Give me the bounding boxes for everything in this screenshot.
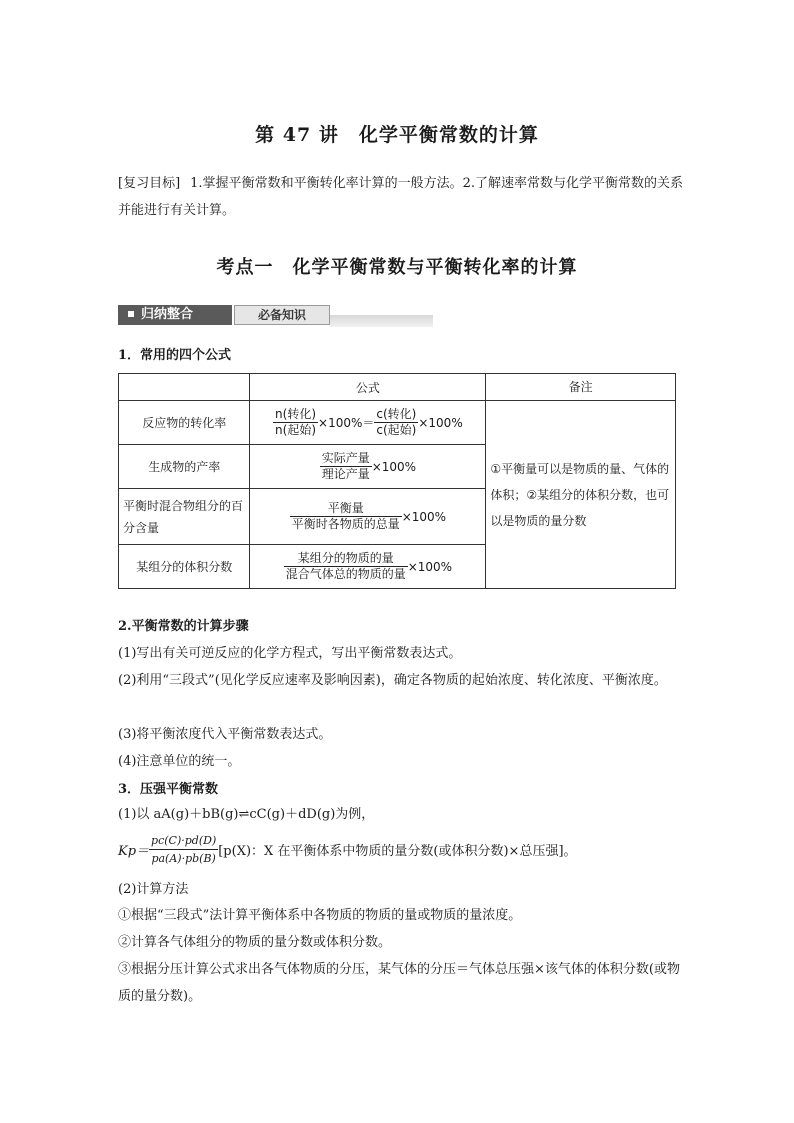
banner-sub: 必备知识 [234, 305, 330, 325]
s2-step-2: (2)利用“三段式”(见化学反应速率及影响因素)，确定各物质的起始浓度、转化浓度、平衡浓度。 [118, 673, 667, 688]
s1-heading: 1．常用的四个公式 [118, 348, 232, 363]
square-icon [128, 311, 134, 317]
review-goals [118, 170, 683, 224]
formula-op: ×100% [401, 509, 447, 524]
formula-op: ×100%＝ [318, 416, 375, 430]
kp-fraction [149, 832, 218, 867]
kp-label: Kp＝ [118, 844, 150, 859]
fraction-den: 平衡时各物质的总量 [291, 517, 400, 531]
kp-note: [p(X)：X 在平衡体系中物质的量分数(或体积分数)×总压强]。 [218, 844, 577, 859]
fraction-den: 混合气体总的物质的量 [285, 567, 406, 581]
fraction-den: n(起始) [275, 423, 317, 437]
s3-method-2: ②计算各气体组分的物质的量分数或体积分数。 [118, 935, 392, 950]
fraction-num: 实际产量 [321, 451, 370, 465]
section-title: 考点一 化学平衡常数与平衡转化率的计算 [216, 257, 578, 278]
fraction-den: c(起始) [376, 423, 417, 437]
review-tag: [复习目标] [118, 176, 181, 191]
s3-method-heading: (2)计算方法 [118, 882, 189, 897]
fraction-num: n(转化) [275, 407, 317, 421]
row-formula [250, 545, 486, 589]
fraction [320, 451, 372, 482]
header-empty [119, 374, 250, 401]
banner-main [118, 305, 232, 325]
fraction-num: c(转化) [376, 407, 417, 421]
kp-num: pc(C)·pd(D) [149, 832, 218, 850]
s2-step-3: (3)将平衡浓度代入平衡常数表达式。 [118, 727, 332, 742]
s3-heading: 3．压强平衡常数 [118, 782, 219, 797]
row-name: 平衡时混合物组分的百分含量 [119, 489, 250, 545]
header-note: 备注 [486, 374, 676, 401]
row-name: 反应物的转化率 [119, 401, 250, 445]
fraction [273, 407, 318, 438]
row-name: 某组分的体积分数 [119, 545, 250, 589]
s2-heading: 2.平衡常数的计算步骤 [118, 619, 249, 634]
s3-example: (1)以 aA(g)＋bB(g)⇌cC(g)＋dD(g)为例， [118, 807, 375, 822]
fraction [374, 407, 418, 438]
section-banner [118, 303, 433, 329]
formula-op: ×100% [418, 415, 463, 430]
formula-op: ×100% [371, 459, 417, 474]
formula-op: ×100% [407, 559, 453, 574]
banner-rule [330, 315, 433, 327]
fraction-den: 理论产量 [321, 467, 370, 481]
fraction-num: 平衡量 [290, 501, 402, 517]
s2-step-1: (1)写出有关可逆反应的化学方程式，写出平衡常数表达式。 [118, 646, 462, 661]
page-title: 第 47 讲 化学平衡常数的计算 [255, 124, 539, 146]
fraction [290, 501, 402, 532]
row-name: 生成物的产率 [119, 445, 250, 489]
row-formula [250, 401, 486, 445]
row-formula [250, 489, 486, 545]
kp-formula [118, 832, 577, 872]
header-formula: 公式 [250, 374, 486, 401]
review-text: 1.掌握平衡常数和平衡转化率计算的一般方法。2.了解速率常数与化学平衡常数的关系并能进行有关计算。 [118, 176, 683, 218]
kp-den: pa(A)·pb(B) [151, 852, 216, 865]
s2-step-4: (4)注意单位的统一。 [118, 754, 241, 769]
banner-main-label: 归纳整合 [141, 307, 194, 322]
row-formula [250, 445, 486, 489]
formula-table [118, 373, 676, 589]
s3-method-1: ①根据“三段式”法计算平衡体系中各物质的物质的量或物质的量浓度。 [118, 908, 522, 923]
table-row [119, 401, 676, 445]
note-cell: ①平衡量可以是物质的量、气体的体积；②某组分的体积分数，也可以是物质的量分数 [486, 401, 676, 589]
s3-method-3: ③根据分压计算公式求出各气体物质的分压，某气体的分压＝气体总压强×该气体的体积分数(或物质的量分数)。 [118, 962, 680, 1004]
fraction [284, 551, 408, 582]
fraction-num: 某组分的物质的量 [284, 551, 408, 567]
